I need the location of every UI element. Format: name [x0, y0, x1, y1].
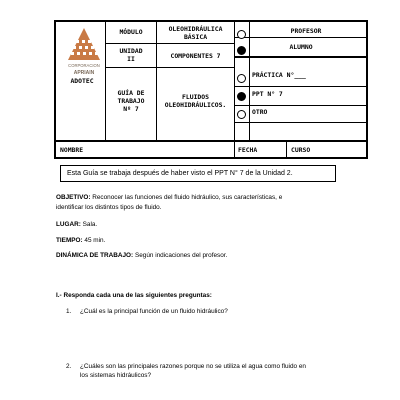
objetivo-line-2: identificar los distintos tipos de fluido. [56, 204, 162, 211]
divider [234, 22, 235, 159]
question-text: ¿Cuál es la principal función de un fluido hidráulico? [80, 308, 228, 315]
divider [105, 67, 234, 68]
guia-label: GUÍA DE TRABAJO Nº 7 [117, 89, 145, 113]
practica-radio[interactable] [237, 74, 246, 83]
nombre-label: NOMBRE [60, 146, 84, 154]
ppt-label: PPT N° 7 [252, 90, 283, 98]
otro-radio[interactable] [237, 110, 246, 119]
divider [234, 122, 368, 123]
tiempo-label: TIEMPO: [56, 237, 83, 244]
profesor-radio[interactable] [237, 30, 246, 39]
question-text: ¿Cuáles son las principales razones porque no se utiliza el agua como fluido en [80, 363, 306, 370]
unidad-label: UNIDAD II [119, 47, 143, 63]
divider [234, 56, 368, 58]
svg-text:CORPORACION: CORPORACION [68, 63, 100, 68]
tiempo-value: 45 min. [82, 237, 106, 244]
logo-graphic [62, 26, 106, 78]
question-text-2: los sistemas hidráulicos? [80, 372, 152, 379]
divider [56, 140, 368, 142]
lugar-label: LUGAR: [56, 221, 81, 228]
practica-label: PRÁCTICA N°___ [252, 71, 306, 79]
dinamica-line [56, 251, 227, 260]
fecha-label: FECHA [238, 146, 258, 154]
lugar-line [56, 220, 97, 229]
dinamica-label: DINÁMICA DE TRABAJO: [56, 252, 134, 259]
divider [234, 37, 368, 38]
profesor-label: PROFESOR [290, 27, 322, 35]
question-number: 1. [66, 308, 72, 315]
modulo-value: OLEOHIDRÁULICA BÁSICA [168, 25, 223, 41]
guia-value: FLUIDOS OLEOHIDRÁULICOS. [164, 93, 227, 109]
adotec-label: ADOTEC [70, 77, 94, 85]
divider [234, 105, 368, 106]
question-number: 2. [66, 363, 72, 370]
ppt-radio[interactable] [237, 92, 246, 101]
divider [105, 43, 234, 44]
divider [286, 140, 287, 159]
alumno-radio[interactable] [237, 46, 246, 55]
dinamica-value: Según indicaciones del profesor. [133, 252, 228, 259]
info-box: Esta Guía se trabaja después de haber visto el PPT N° 7 de la Unidad 2. [60, 165, 336, 182]
lugar-value: Sala. [80, 221, 98, 228]
tiempo-line [56, 236, 105, 245]
curso-label: CURSO [291, 146, 311, 154]
modulo-label: MÓDULO [119, 28, 143, 36]
objetivo-label: OBJETIVO: [56, 194, 91, 201]
svg-text:APRIAIN: APRIAIN [73, 70, 95, 76]
divider [234, 86, 368, 87]
corporacion-logo [62, 26, 106, 78]
otro-label: OTRO [252, 108, 268, 116]
unidad-value: COMPONENTES 7 [170, 52, 221, 60]
section-title: I.- Responda cada una de las siguientes preguntas: [56, 292, 212, 299]
objetivo-text: Reconocer las funciones del fluido hidráulico, sus características, e [90, 194, 283, 201]
objetivo-line [56, 193, 356, 202]
alumno-label: ALUMNO [289, 43, 313, 51]
